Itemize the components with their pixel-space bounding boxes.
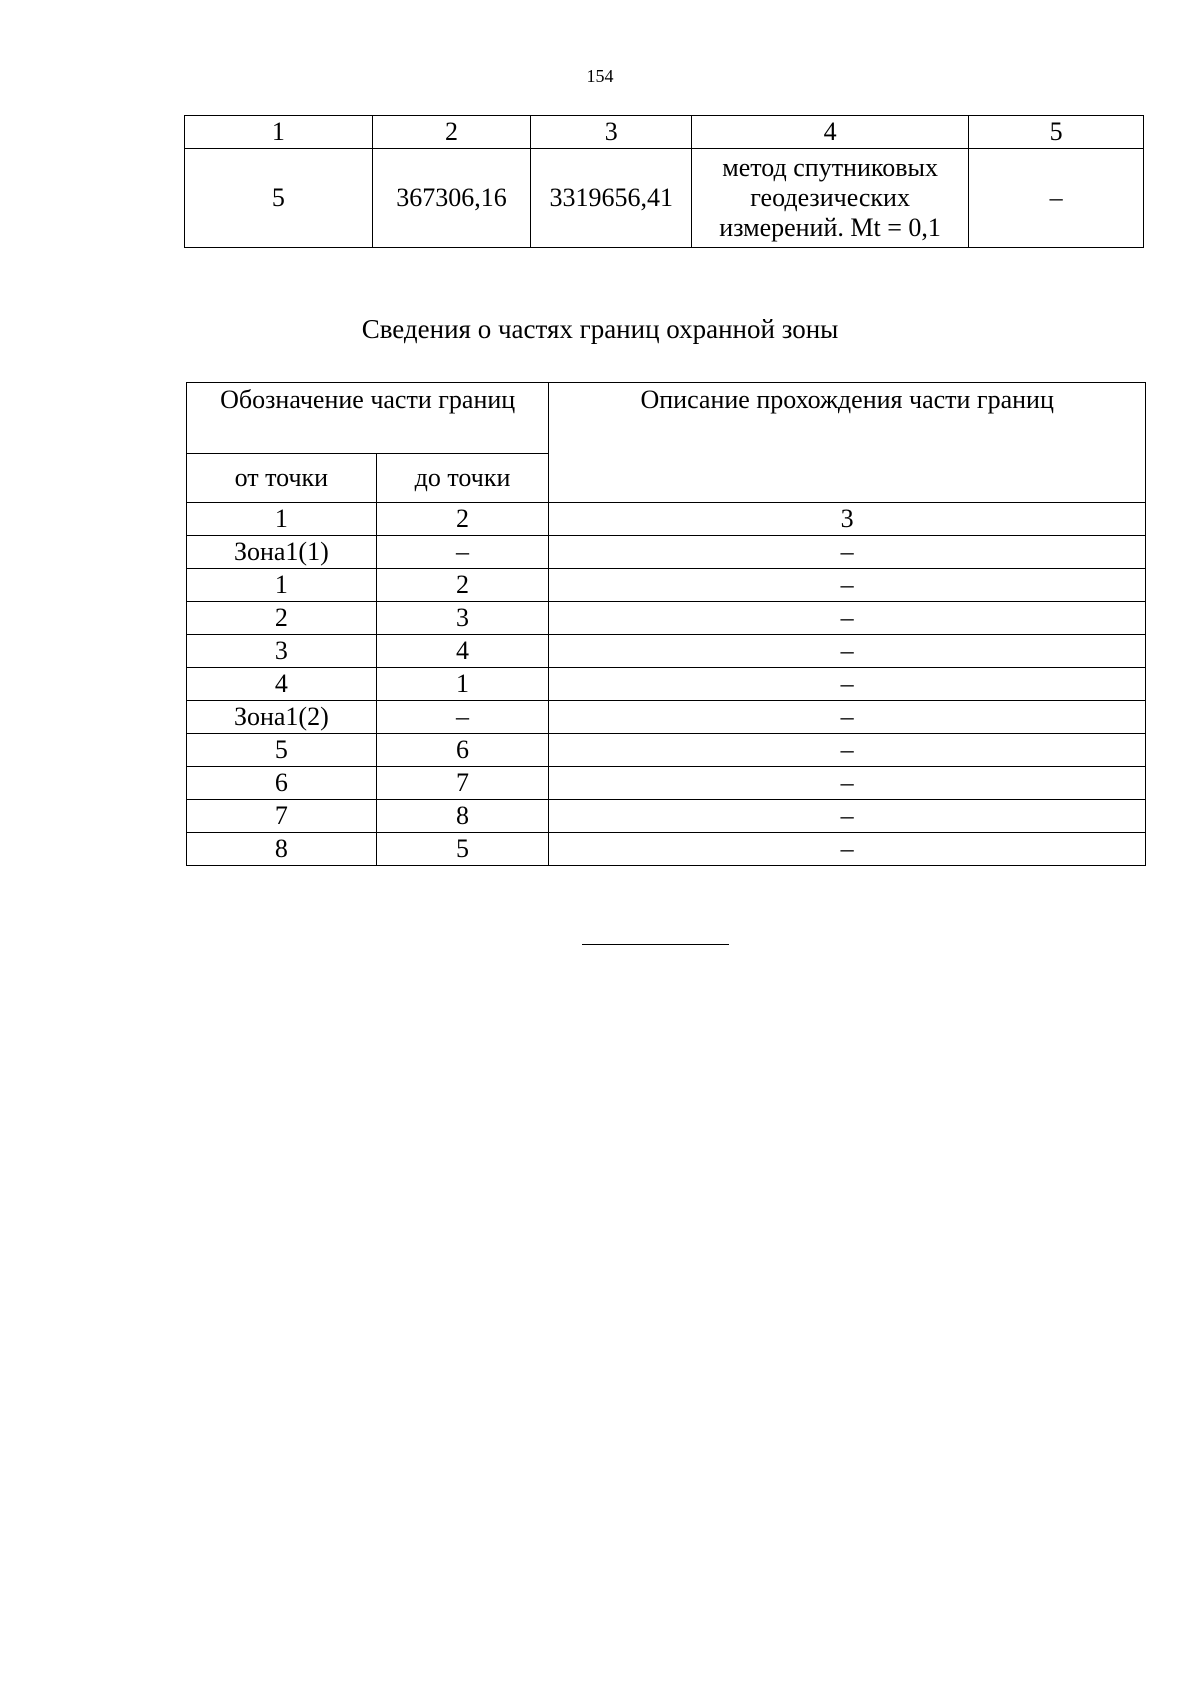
- table-header-row: [185, 116, 1144, 149]
- method-line: метод спутниковых: [722, 153, 938, 182]
- description-cell: –: [549, 569, 1146, 602]
- to-point-cell: –: [376, 701, 549, 734]
- to-point-cell: –: [376, 536, 549, 569]
- coordinates-table: [184, 115, 1144, 248]
- table-row: [187, 800, 1146, 833]
- method-line: геодезических: [750, 183, 910, 212]
- description-cell: –: [549, 800, 1146, 833]
- coordinate-y: 3319656,41: [531, 149, 692, 248]
- to-point-cell: 1: [376, 668, 549, 701]
- to-point-cell: 8: [376, 800, 549, 833]
- dash-cell: –: [969, 149, 1144, 248]
- numbering-row: [187, 503, 1146, 536]
- column-number: 2: [376, 503, 549, 536]
- method-description: [692, 149, 969, 248]
- column-number: 1: [187, 503, 377, 536]
- from-point-cell: 5: [187, 734, 377, 767]
- column-number: 3: [531, 116, 692, 149]
- description-cell: –: [549, 734, 1146, 767]
- from-point-cell: Зона1(1): [187, 536, 377, 569]
- to-point-cell: 2: [376, 569, 549, 602]
- column-number: 3: [549, 503, 1146, 536]
- from-point-cell: 6: [187, 767, 377, 800]
- table-header-row: [187, 383, 1146, 454]
- to-point-cell: 7: [376, 767, 549, 800]
- divider-line: [582, 944, 729, 945]
- description-cell: –: [549, 767, 1146, 800]
- to-point-header: до точки: [376, 454, 549, 503]
- from-point-cell: 1: [187, 569, 377, 602]
- table-row: [187, 668, 1146, 701]
- to-point-cell: 6: [376, 734, 549, 767]
- description-cell: –: [549, 602, 1146, 635]
- from-point-cell: Зона1(2): [187, 701, 377, 734]
- table-row: [187, 833, 1146, 866]
- description-cell: –: [549, 536, 1146, 569]
- description-header: Описание прохождения части границ: [549, 383, 1146, 503]
- column-number: 1: [185, 116, 373, 149]
- coordinate-x: 367306,16: [372, 149, 531, 248]
- to-point-cell: 4: [376, 635, 549, 668]
- table-row: [187, 536, 1146, 569]
- method-line: измерений. Mt = 0,1: [719, 213, 941, 242]
- description-cell: –: [549, 701, 1146, 734]
- column-number: 4: [692, 116, 969, 149]
- table-row: [187, 635, 1146, 668]
- from-point-cell: 7: [187, 800, 377, 833]
- table-row: [187, 569, 1146, 602]
- from-point-header: от точки: [187, 454, 377, 503]
- boundary-parts-table: [186, 382, 1146, 866]
- from-point-cell: 4: [187, 668, 377, 701]
- table-row: [187, 701, 1146, 734]
- point-number: 5: [185, 149, 373, 248]
- from-point-cell: 2: [187, 602, 377, 635]
- description-cell: –: [549, 635, 1146, 668]
- column-number: 5: [969, 116, 1144, 149]
- table-row: [187, 602, 1146, 635]
- from-point-cell: 3: [187, 635, 377, 668]
- column-number: 2: [372, 116, 531, 149]
- from-point-cell: 8: [187, 833, 377, 866]
- page-number: 154: [586, 66, 614, 86]
- description-cell: –: [549, 668, 1146, 701]
- table-row: [185, 149, 1144, 248]
- section-title: Сведения о частях границ охранной зоны: [361, 314, 839, 344]
- designation-header: Обозначение части границ: [187, 383, 549, 454]
- to-point-cell: 5: [376, 833, 549, 866]
- to-point-cell: 3: [376, 602, 549, 635]
- table-row: [187, 734, 1146, 767]
- description-cell: –: [549, 833, 1146, 866]
- table-row: [187, 767, 1146, 800]
